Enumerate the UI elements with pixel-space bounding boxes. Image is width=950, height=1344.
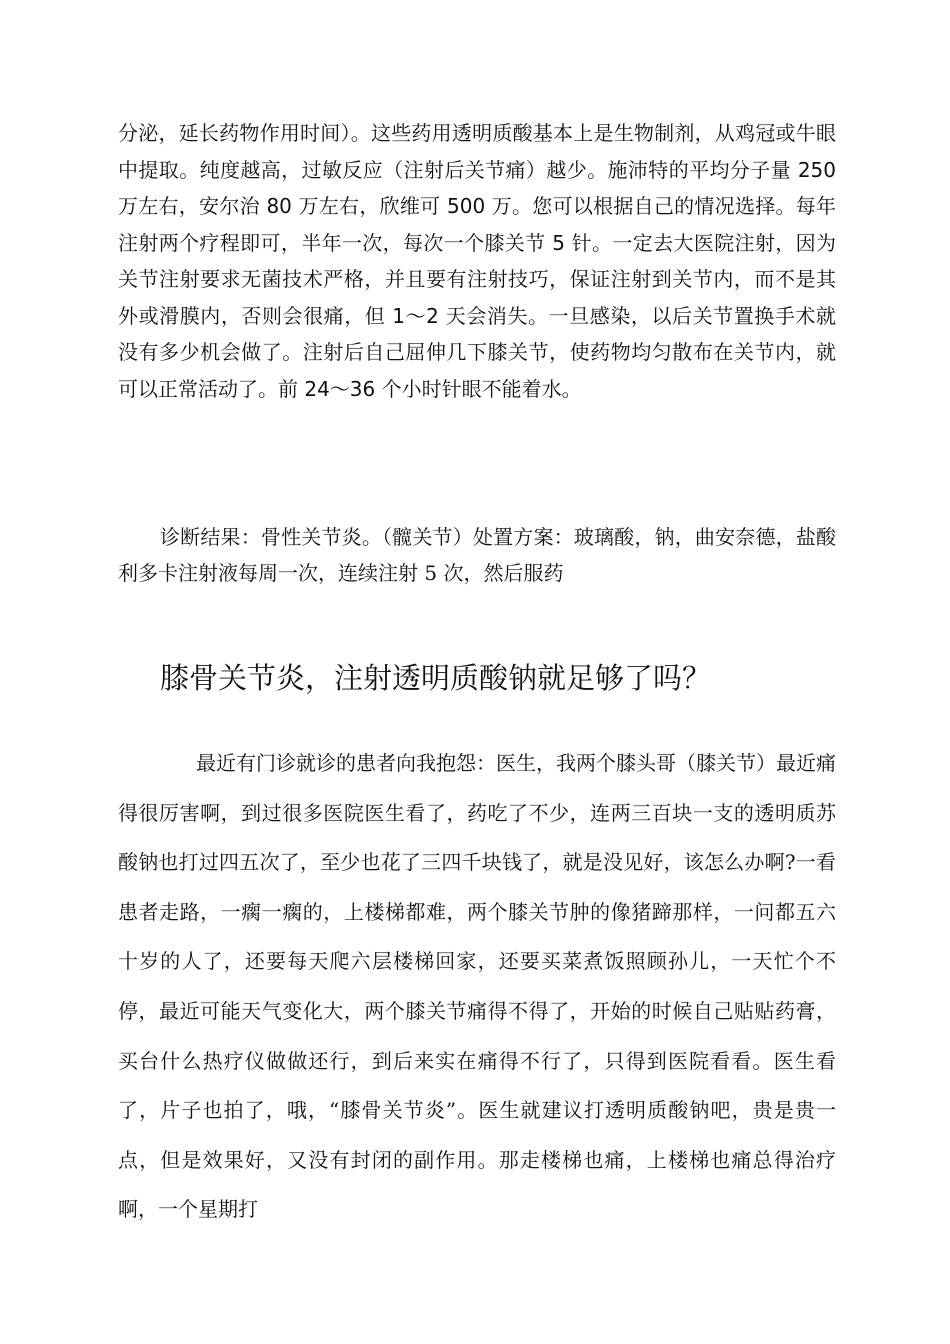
paragraph-patient-story: 最近有门诊就诊的患者向我抱怨：医生，我两个膝头哥（膝关节）最近痛得很厉害啊，到过很多医院医生看了，药吃了不少，连两三百块一支的透明质苏酸钠也打过四五次了，至少也花了三四千块钱了，就是没见好，该怎么办啊?一看患者走路，一瘸一瘸的，上楼梯都难，两个膝关节肿的像猪蹄那样，一问都五六十岁的人了，还要每天爬六层楼梯回家，还要买菜煮饭照顾孙儿，一天忙个不停，最近可能天气变化大，两个膝关节痛得不得了，开始的时候自己贴贴药膏，买台什么热疗仪做做还行，到后来实在痛得不行了，只得到医院看看。医生看了，片子也拍了，哦，“膝骨关节炎”。医生就建议打透明质酸钠吧，贵是贵一点，但是效果好，又没有封闭的副作用。那走楼梯也痛，上楼梯也痛总得治疗啊，一个星期打 (118, 751, 836, 1222)
paragraph-hyaluronic-injection-notes: 分泌，延长药物作用时间）。这些药用透明质酸基本上是生物制剂，从鸡冠或牛眼中提取。纯度越高，过敏反应（注射后关节痛）越少。施沛特的平均分子量 250 万左右，安尔治 80 万左右，欣维可 500 万。您可以根据自己的情况选择。每年注射两个疗程即可，半年一次，每次一个膝关节 5 针。一定去大医院注射，因为关节注射要求无菌技术严格，并且要有注射技巧，保证注射到关节内，而不是其外或滑膜内，否则会很痛，但 1～2 天会消失。一旦感染，以后关节置换手术就没有多少机会做了。注射后自己屈伸几下膝关节，使药物均匀散布在关节内，就可以正常活动了。前 24～36 个小时针眼不能着水。 (118, 121, 836, 401)
paragraph-diagnosis-result: 诊断结果：骨性关节炎。（髋关节）处置方案：玻璃酸，钠，曲安奈德，盐酸利多卡注射液每周一次，连续注射 5 次，然后服药 (118, 525, 836, 585)
section-heading: 膝骨关节炎，注射透明质酸钠就足够了吗？ (160, 661, 712, 695)
